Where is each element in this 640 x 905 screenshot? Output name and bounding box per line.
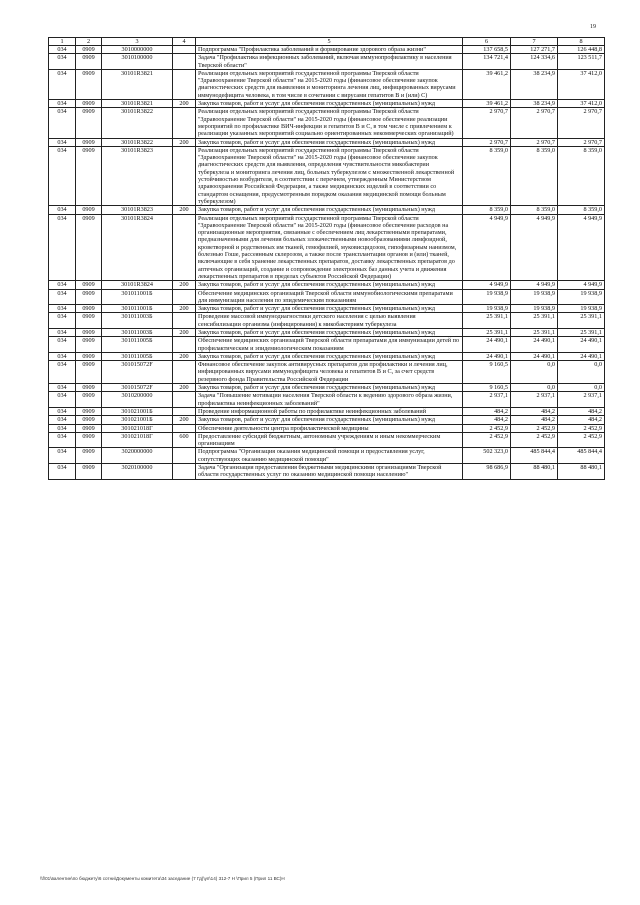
cell-section-code: 0909 [76, 46, 102, 54]
cell-section-code: 0909 [76, 146, 102, 205]
cell-amount-year2: 2 970,7 [511, 138, 558, 146]
cell-amount-year2: 127 271,7 [511, 46, 558, 54]
cell-expense-type: 200 [173, 384, 196, 392]
cell-admin-code: 034 [49, 337, 76, 353]
cell-admin-code: 034 [49, 206, 76, 214]
cell-amount-year1: 502 323,0 [463, 448, 511, 464]
table-row [49, 328, 605, 336]
cell-expense-type [173, 464, 196, 480]
cell-section-code: 0909 [76, 54, 102, 70]
cell-expense-type [173, 108, 196, 138]
cell-section-code: 0909 [76, 206, 102, 214]
cell-description: Обеспечение медицинских организаций Тверской области иммунобиологическими препаратами для иммунизации населения по эпидемическим показаниям [196, 289, 463, 305]
cell-description: Подпрограмма "Организация оказания медицинской помощи и предоставления услуг, сопутствующих оказанию медицинской помощи" [196, 448, 463, 464]
cell-target-code: 301011005Б [102, 352, 173, 360]
cell-amount-year2: 24 490,1 [511, 352, 558, 360]
cell-section-code: 0909 [76, 407, 102, 415]
cell-amount-year1: 484,2 [463, 416, 511, 424]
cell-target-code: 301021001Б [102, 407, 173, 415]
cell-expense-type [173, 392, 196, 408]
cell-amount-year1: 2 970,7 [463, 108, 511, 138]
col-header-3: 3 [102, 38, 173, 46]
cell-amount-year3: 4 949,9 [558, 281, 605, 289]
budget-table [48, 37, 605, 480]
cell-amount-year3: 24 490,1 [558, 352, 605, 360]
cell-target-code: 30101R3823 [102, 206, 173, 214]
cell-description: Задача "Организация предоставления бюджетными медицинскими организациями Тверской области государственных услуг по оказанию медицинской помощи населению" [196, 464, 463, 480]
cell-section-code: 0909 [76, 108, 102, 138]
cell-target-code: 30101R3822 [102, 108, 173, 138]
cell-amount-year3: 0,0 [558, 361, 605, 384]
cell-target-code: 301011003Б [102, 313, 173, 329]
cell-admin-code: 034 [49, 424, 76, 432]
cell-expense-type: 200 [173, 100, 196, 108]
cell-section-code: 0909 [76, 337, 102, 353]
cell-amount-year3: 2 452,9 [558, 432, 605, 448]
cell-target-code: 301021018Г [102, 432, 173, 448]
table-row [49, 416, 605, 424]
table-row [49, 448, 605, 464]
cell-amount-year1: 137 658,5 [463, 46, 511, 54]
table-row [49, 108, 605, 138]
cell-amount-year1: 4 949,9 [463, 214, 511, 281]
table-row [49, 100, 605, 108]
cell-target-code: 3020000000 [102, 448, 173, 464]
cell-description: Закупка товаров, работ и услуг для обеспечения государственных (муниципальных) нужд [196, 206, 463, 214]
cell-expense-type: 200 [173, 352, 196, 360]
cell-amount-year1: 8 359,0 [463, 146, 511, 205]
cell-description: Реализация отдельных мероприятий государственной программы Тверской области "Здравоохранение Тверской области" на 2015-2020 годы (финансовое обеспечение расходов на организационные мероприятия, связанные с обеспечением лиц лекарственными препаратами, предназначенными для лечения больных злокачественными новообразованиями лимфоидной, кроветворной и родственных им тканей, гемофилией, муковисцидозом, гипофизарным нанизмом, болезнью Гоше, рассеянным склерозом, а также после трансплантации органов и (или) тканей, включающие в себя хранение лекарственных препаратов, доставку лекарственных препаратов до аптечных организаций, создание и сопровождение электронных баз данных учета и движения лекарственных препаратов в пределах субъектов Российской Федерации) [196, 214, 463, 281]
cell-amount-year3: 37 412,0 [558, 69, 605, 99]
cell-admin-code: 034 [49, 54, 76, 70]
cell-amount-year3: 19 938,9 [558, 305, 605, 313]
cell-expense-type: 200 [173, 281, 196, 289]
cell-target-code: 30101R3822 [102, 138, 173, 146]
cell-amount-year2: 484,2 [511, 407, 558, 415]
table-row [49, 352, 605, 360]
cell-expense-type: 200 [173, 138, 196, 146]
cell-amount-year3: 2 937,1 [558, 392, 605, 408]
table-row [49, 464, 605, 480]
cell-admin-code: 034 [49, 146, 76, 205]
cell-amount-year1: 98 686,9 [463, 464, 511, 480]
cell-amount-year1: 9 160,5 [463, 361, 511, 384]
cell-amount-year1: 39 461,2 [463, 69, 511, 99]
cell-target-code: 3010200000 [102, 392, 173, 408]
cell-amount-year2: 88 480,1 [511, 464, 558, 480]
cell-expense-type [173, 289, 196, 305]
table-row [49, 289, 605, 305]
cell-description: Обеспечение медицинских организаций Тверской области препаратами для иммунизации детей по профилактическим и эпидемиологическим показаниям [196, 337, 463, 353]
col-header-6: 6 [463, 38, 511, 46]
cell-amount-year2: 8 359,0 [511, 146, 558, 205]
cell-amount-year2: 4 949,9 [511, 214, 558, 281]
cell-amount-year3: 2 452,9 [558, 424, 605, 432]
cell-admin-code: 034 [49, 46, 76, 54]
cell-amount-year1: 2 452,9 [463, 424, 511, 432]
cell-target-code: 301011005Б [102, 337, 173, 353]
cell-section-code: 0909 [76, 424, 102, 432]
cell-section-code: 0909 [76, 100, 102, 108]
table-row [49, 432, 605, 448]
cell-admin-code: 034 [49, 281, 76, 289]
cell-target-code: 301021018Г [102, 424, 173, 432]
col-header-1: 1 [49, 38, 76, 46]
cell-target-code: 30101R3824 [102, 214, 173, 281]
cell-amount-year2: 4 949,9 [511, 281, 558, 289]
table-row [49, 146, 605, 205]
cell-description: Проведение массовой иммунодиагностики детского населения с целью выявления сенсибилизации организма (инфицирования) к микобактериям туберкулеза [196, 313, 463, 329]
cell-description: Закупка товаров, работ и услуг для обеспечения государственных (муниципальных) нужд [196, 100, 463, 108]
cell-section-code: 0909 [76, 384, 102, 392]
cell-description: Закупка товаров, работ и услуг для обеспечения государственных (муниципальных) нужд [196, 416, 463, 424]
cell-description: Закупка товаров, работ и услуг для обеспечения государственных (муниципальных) нужд [196, 281, 463, 289]
cell-amount-year2: 25 391,1 [511, 313, 558, 329]
cell-amount-year2: 24 490,1 [511, 337, 558, 353]
cell-amount-year1: 25 391,1 [463, 313, 511, 329]
cell-target-code: 30101R3823 [102, 146, 173, 205]
cell-description: Закупка товаров, работ и услуг для обеспечения государственных (муниципальных) нужд [196, 352, 463, 360]
cell-target-code: 3010100000 [102, 54, 173, 70]
cell-amount-year1: 134 721,4 [463, 54, 511, 70]
cell-description: Реализация отдельных мероприятий государственной программы Тверской области "Здравоохранение Тверской области" на 2015-2020 годы (финансовое обеспечение закупок диагностических средств для выявления и мониторинга лечения лиц, инфицированных вирусами иммунодефицита человека, в том числе в сочетании с вирусами гепатитов В и (или) С) [196, 69, 463, 99]
col-header-7: 7 [511, 38, 558, 46]
cell-description: Реализация отдельных мероприятий государственной программы Тверской области "Здравоохранение Тверской области" на 2015-2020 годы (финансовое обеспечение закупок диагностических средств для выявления, определения чувствительности микобактерии туберкулеза и мониторинга лечения лиц, больных туберкулезом с множественной лекарственной устойчивостью возбудителя, в соответствии с перечнем, утвержденным Министерством здравоохранения Российской Федерации, а также медицинских изделий в соответствии со стандартом оснащения, предусмотренным порядком оказания медицинской помощи больным туберкулезом) [196, 146, 463, 205]
cell-amount-year3: 25 391,1 [558, 313, 605, 329]
cell-amount-year1: 19 938,9 [463, 289, 511, 305]
cell-expense-type [173, 424, 196, 432]
cell-amount-year2: 0,0 [511, 384, 558, 392]
cell-description: Реализация отдельных мероприятий государственной программы Тверской области "Здравоохранение Тверской области" на 2015-2020 годы (финансовое обеспечение реализации мероприятий по профилактике ВИЧ-инфекции и гепатитов В и С, в том числе с привлечением к реализации указанных мероприятий социально ориентированных некоммерческих организаций) [196, 108, 463, 138]
cell-admin-code: 034 [49, 448, 76, 464]
col-header-4: 4 [173, 38, 196, 46]
cell-target-code: 3020100000 [102, 464, 173, 480]
cell-description: Закупка товаров, работ и услуг для обеспечения государственных (муниципальных) нужд [196, 328, 463, 336]
cell-amount-year1: 484,2 [463, 407, 511, 415]
table-row [49, 214, 605, 281]
cell-amount-year2: 484,2 [511, 416, 558, 424]
cell-expense-type [173, 313, 196, 329]
cell-admin-code: 034 [49, 416, 76, 424]
table-row [49, 281, 605, 289]
cell-expense-type: 200 [173, 206, 196, 214]
cell-description: Закупка товаров, работ и услуг для обеспечения государственных (муниципальных) нужд [196, 384, 463, 392]
cell-description: Задача "Профилактика инфекционных заболеваний, включая иммунопрофилактику в населения Тверской области" [196, 54, 463, 70]
cell-target-code: 301011001Б [102, 305, 173, 313]
table-row [49, 69, 605, 99]
cell-admin-code: 034 [49, 432, 76, 448]
cell-section-code: 0909 [76, 392, 102, 408]
cell-amount-year2: 2 452,9 [511, 432, 558, 448]
table-row [49, 337, 605, 353]
cell-description: Закупка товаров, работ и услуг для обеспечения государственных (муниципальных) нужд [196, 138, 463, 146]
cell-amount-year2: 485 844,4 [511, 448, 558, 464]
cell-amount-year1: 24 490,1 [463, 337, 511, 353]
cell-amount-year3: 8 359,0 [558, 206, 605, 214]
cell-admin-code: 034 [49, 361, 76, 384]
cell-description: Подпрограмма "Профилактика заболеваний и формирование здорового образа жизни" [196, 46, 463, 54]
cell-amount-year2: 19 938,9 [511, 289, 558, 305]
table-row [49, 305, 605, 313]
cell-target-code: 30101R3824 [102, 281, 173, 289]
cell-description: Закупка товаров, работ и услуг для обеспечения государственных (муниципальных) нужд [196, 305, 463, 313]
cell-expense-type [173, 214, 196, 281]
cell-amount-year3: 4 949,9 [558, 214, 605, 281]
cell-amount-year1: 19 938,9 [463, 305, 511, 313]
cell-description: Проведение информационной работы по профилактике неинфекционных заболеваний [196, 407, 463, 415]
cell-expense-type [173, 146, 196, 205]
cell-section-code: 0909 [76, 361, 102, 384]
page-number: 19 [590, 24, 596, 30]
cell-amount-year3: 126 448,8 [558, 46, 605, 54]
table-row [49, 392, 605, 408]
cell-admin-code: 034 [49, 313, 76, 329]
cell-amount-year3: 485 844,4 [558, 448, 605, 464]
cell-admin-code: 034 [49, 138, 76, 146]
col-header-5: 5 [196, 38, 463, 46]
cell-amount-year1: 2 970,7 [463, 138, 511, 146]
cell-amount-year3: 2 970,7 [558, 138, 605, 146]
cell-amount-year3: 8 359,0 [558, 146, 605, 205]
cell-expense-type [173, 46, 196, 54]
cell-expense-type: 600 [173, 432, 196, 448]
cell-expense-type [173, 54, 196, 70]
cell-amount-year2: 38 234,9 [511, 69, 558, 99]
cell-amount-year2: 2 452,9 [511, 424, 558, 432]
cell-amount-year3: 37 412,0 [558, 100, 605, 108]
cell-section-code: 0909 [76, 214, 102, 281]
cell-target-code: 301021001Б [102, 416, 173, 424]
table-row [49, 138, 605, 146]
cell-expense-type: 200 [173, 328, 196, 336]
table-row [49, 54, 605, 70]
cell-admin-code: 034 [49, 352, 76, 360]
cell-section-code: 0909 [76, 432, 102, 448]
cell-admin-code: 034 [49, 407, 76, 415]
cell-amount-year3: 19 938,9 [558, 289, 605, 305]
cell-target-code: 301015072F [102, 361, 173, 384]
cell-admin-code: 034 [49, 214, 76, 281]
cell-section-code: 0909 [76, 69, 102, 99]
cell-amount-year2: 25 391,1 [511, 328, 558, 336]
cell-section-code: 0909 [76, 138, 102, 146]
cell-target-code: 301015072F [102, 384, 173, 392]
cell-target-code: 3010000000 [102, 46, 173, 54]
cell-section-code: 0909 [76, 448, 102, 464]
cell-amount-year3: 25 391,1 [558, 328, 605, 336]
cell-amount-year1: 9 160,5 [463, 384, 511, 392]
cell-amount-year2: 2 970,7 [511, 108, 558, 138]
table-row [49, 46, 605, 54]
col-header-8: 8 [558, 38, 605, 46]
cell-admin-code: 034 [49, 384, 76, 392]
cell-description: Задача "Повышение мотивации населения Тверской области к ведению здорового образа жизни, профилактика неинфекционных заболеваний" [196, 392, 463, 408]
cell-target-code: 301011001Б [102, 289, 173, 305]
cell-amount-year3: 0,0 [558, 384, 605, 392]
cell-amount-year1: 39 461,2 [463, 100, 511, 108]
table-row [49, 384, 605, 392]
cell-admin-code: 034 [49, 392, 76, 408]
cell-amount-year3: 484,2 [558, 407, 605, 415]
cell-section-code: 0909 [76, 281, 102, 289]
cell-admin-code: 034 [49, 464, 76, 480]
cell-amount-year3: 484,2 [558, 416, 605, 424]
cell-amount-year2: 0,0 [511, 361, 558, 384]
table-row [49, 206, 605, 214]
cell-amount-year3: 88 480,1 [558, 464, 605, 480]
table-row [49, 407, 605, 415]
cell-amount-year1: 2 452,9 [463, 432, 511, 448]
cell-section-code: 0909 [76, 313, 102, 329]
col-header-2: 2 [76, 38, 102, 46]
cell-amount-year1: 25 391,1 [463, 328, 511, 336]
cell-amount-year2: 38 234,9 [511, 100, 558, 108]
table-row [49, 313, 605, 329]
cell-expense-type [173, 407, 196, 415]
cell-section-code: 0909 [76, 464, 102, 480]
cell-expense-type: 200 [173, 305, 196, 313]
cell-admin-code: 034 [49, 305, 76, 313]
cell-section-code: 0909 [76, 289, 102, 305]
table-row [49, 424, 605, 432]
footer-file-path: \\f\01\валентин\по бюджету\6 сотни\Документы комитета\34 заседание (7 Гд)\уп\14) 312-7 Н \Прил 5 (Прил 11 ВС)Н [40, 876, 285, 881]
cell-admin-code: 034 [49, 69, 76, 99]
cell-section-code: 0909 [76, 416, 102, 424]
cell-admin-code: 034 [49, 328, 76, 336]
cell-amount-year2: 19 938,9 [511, 305, 558, 313]
cell-amount-year2: 124 334,6 [511, 54, 558, 70]
cell-target-code: 30101R3821 [102, 100, 173, 108]
cell-amount-year1: 4 949,9 [463, 281, 511, 289]
cell-amount-year1: 8 359,0 [463, 206, 511, 214]
cell-amount-year3: 123 511,7 [558, 54, 605, 70]
cell-admin-code: 034 [49, 289, 76, 305]
cell-expense-type [173, 69, 196, 99]
cell-section-code: 0909 [76, 352, 102, 360]
cell-amount-year1: 24 490,1 [463, 352, 511, 360]
cell-target-code: 301011003Б [102, 328, 173, 336]
cell-expense-type [173, 448, 196, 464]
cell-description: Предоставление субсидий бюджетным, автономным учреждениям и иным некоммерческим организациям [196, 432, 463, 448]
cell-description: Финансовое обеспечение закупок антивирусных препаратов для профилактики и лечения лиц, инфицированных вирусами иммунодефицита человека и гепатитов В и С, за счет средств резервного фонда Правительства Российской Федерации [196, 361, 463, 384]
cell-amount-year3: 24 490,1 [558, 337, 605, 353]
cell-amount-year3: 2 970,7 [558, 108, 605, 138]
cell-amount-year2: 8 359,0 [511, 206, 558, 214]
header-row [49, 38, 605, 46]
cell-section-code: 0909 [76, 328, 102, 336]
cell-admin-code: 034 [49, 108, 76, 138]
cell-section-code: 0909 [76, 305, 102, 313]
cell-target-code: 30101R3821 [102, 69, 173, 99]
cell-admin-code: 034 [49, 100, 76, 108]
cell-amount-year1: 2 937,1 [463, 392, 511, 408]
table-row [49, 361, 605, 384]
cell-description: Обеспечение деятельности центра профилактической медицины [196, 424, 463, 432]
cell-expense-type: 200 [173, 416, 196, 424]
cell-expense-type [173, 361, 196, 384]
cell-expense-type [173, 337, 196, 353]
cell-amount-year2: 2 937,1 [511, 392, 558, 408]
